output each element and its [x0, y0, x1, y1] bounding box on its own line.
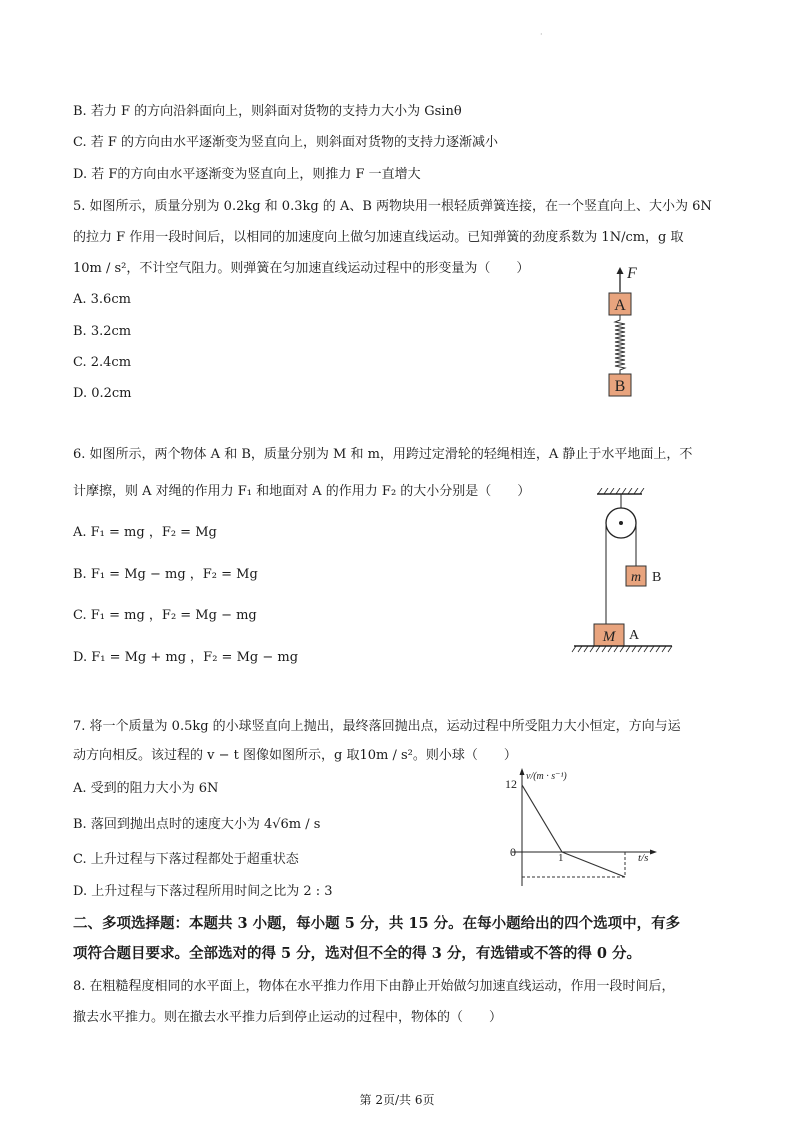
- q6-option-b: B. F₁ = Mg − mg ，F₂ = Mg: [73, 567, 258, 582]
- q8-stem-line2: 撤去水平推力。则在撤去水平推力后到停止运动的过程中，物体的（ ）: [73, 1010, 503, 1025]
- page-dot: ·: [540, 30, 543, 39]
- block-b-label: B: [614, 378, 626, 395]
- q4-option-d: D. 若 F的方向由水平逐渐变为竖直向上，则推力 F 一直增大: [73, 167, 421, 182]
- big-block-letter: A: [629, 628, 640, 643]
- q4-option-b: B. 若力 F 的方向沿斜面向上，则斜面对货物的支持力大小为 Gsinθ: [73, 104, 462, 119]
- q7-stem-line1: 7. 将一个质量为 0.5kg 的小球竖直向上抛出，最终落回抛出点，运动过程中所受阻力大小恒定，方向与运: [73, 719, 681, 734]
- vt-graph: [502, 766, 662, 891]
- q7-option-a: A. 受到的阻力大小为 6N: [73, 781, 219, 796]
- page-footer: 第 2页/共 6页: [359, 1093, 435, 1107]
- q8-stem-line1: 8. 在粗糙程度相同的水平面上，物体在水平推力作用下由静止开始做匀加速直线运动，作用一段时间后，: [73, 979, 675, 994]
- q5-stem-line1: 5. 如图所示，质量分别为 0.2kg 和 0.3kg 的 A、B 两物块用一根轻质弹簧连接，在一个竖直向上、大小为 6N: [73, 199, 712, 214]
- force-arrowhead: [617, 267, 624, 274]
- force-label: F: [627, 265, 637, 282]
- q7-option-d: D. 上升过程与下落过程所用时间之比为 2 : 3: [73, 884, 333, 899]
- small-mass-label: m: [630, 570, 642, 585]
- downward-segment: [562, 852, 625, 877]
- v-max-tick: 12: [505, 777, 517, 791]
- upward-segment: [522, 785, 562, 852]
- q4-option-c: C. 若 F 的方向由水平逐渐变为竖直向上，则斜面对货物的支持力逐渐减小: [73, 135, 499, 150]
- origin-label: 0: [510, 845, 516, 859]
- v-axis-arrow: [520, 768, 525, 775]
- t-tick-1: 1: [558, 852, 564, 864]
- big-mass-label: M: [602, 629, 616, 645]
- spring-blocks-figure: [596, 258, 656, 403]
- section2-heading-line1: 二、多项选择题：本题共 3 小题，每小题 5 分，共 15 分。在每小题给出的四个选项中，有多: [73, 915, 681, 932]
- q7-option-b: B. 落回到抛出点时的速度大小为 4√6m / s: [73, 817, 321, 832]
- v-axis-label: v/(m · s⁻¹): [526, 771, 567, 782]
- q6-stem-line2: 计摩擦，则 A 对绳的作用力 F₁ 和地面对 A 的作用力 F₂ 的大小分别是（ ）: [73, 484, 531, 499]
- t-axis-label: t/s: [638, 852, 649, 864]
- block-a-label: A: [614, 297, 626, 314]
- q6-stem-line1: 6. 如图所示，两个物体 A 和 B，质量分别为 M 和 m，用跨过定滑轮的轻绳相连，A 静止于水平地面上，不: [73, 447, 693, 462]
- q5-stem-line3: 10m / s²，不计空气阻力。则弹簧在匀加速直线运动过程中的形变量为（ ）: [73, 261, 530, 276]
- small-block-letter: B: [652, 570, 662, 585]
- t-axis-arrow: [650, 850, 657, 855]
- q5-stem-line2: 的拉力 F 作用一段时间后，以相同的加速度向上做匀加速直线运动。已知弹簧的劲度系数为 1N/cm，g 取: [73, 230, 684, 245]
- pulley-figure: [568, 488, 678, 660]
- pulley-axle: [619, 521, 623, 525]
- q5-option-b: B. 3.2cm: [73, 324, 132, 339]
- spring: [615, 315, 625, 374]
- q5-option-d: D. 0.2cm: [73, 386, 132, 401]
- q7-stem-line2: 动方向相反。该过程的 v − t 图像如图所示，g 取10m / s²。则小球（ ）: [73, 748, 517, 763]
- q5-option-a: A. 3.6cm: [73, 292, 131, 307]
- q6-option-a: A. F₁ = mg ，F₂ = Mg: [73, 525, 217, 540]
- q7-option-c: C. 上升过程与下落过程都处于超重状态: [73, 852, 299, 867]
- section2-heading-line2: 项符合题目要求。全部选对的得 5 分，选对但不全的得 3 分，有选错或不答的得 0 分。: [73, 945, 642, 962]
- q5-option-c: C. 2.4cm: [73, 355, 132, 370]
- q6-option-d: D. F₁ = Mg + mg ，F₂ = Mg − mg: [73, 650, 299, 665]
- q6-option-c: C. F₁ = mg ，F₂ = Mg − mg: [73, 608, 257, 623]
